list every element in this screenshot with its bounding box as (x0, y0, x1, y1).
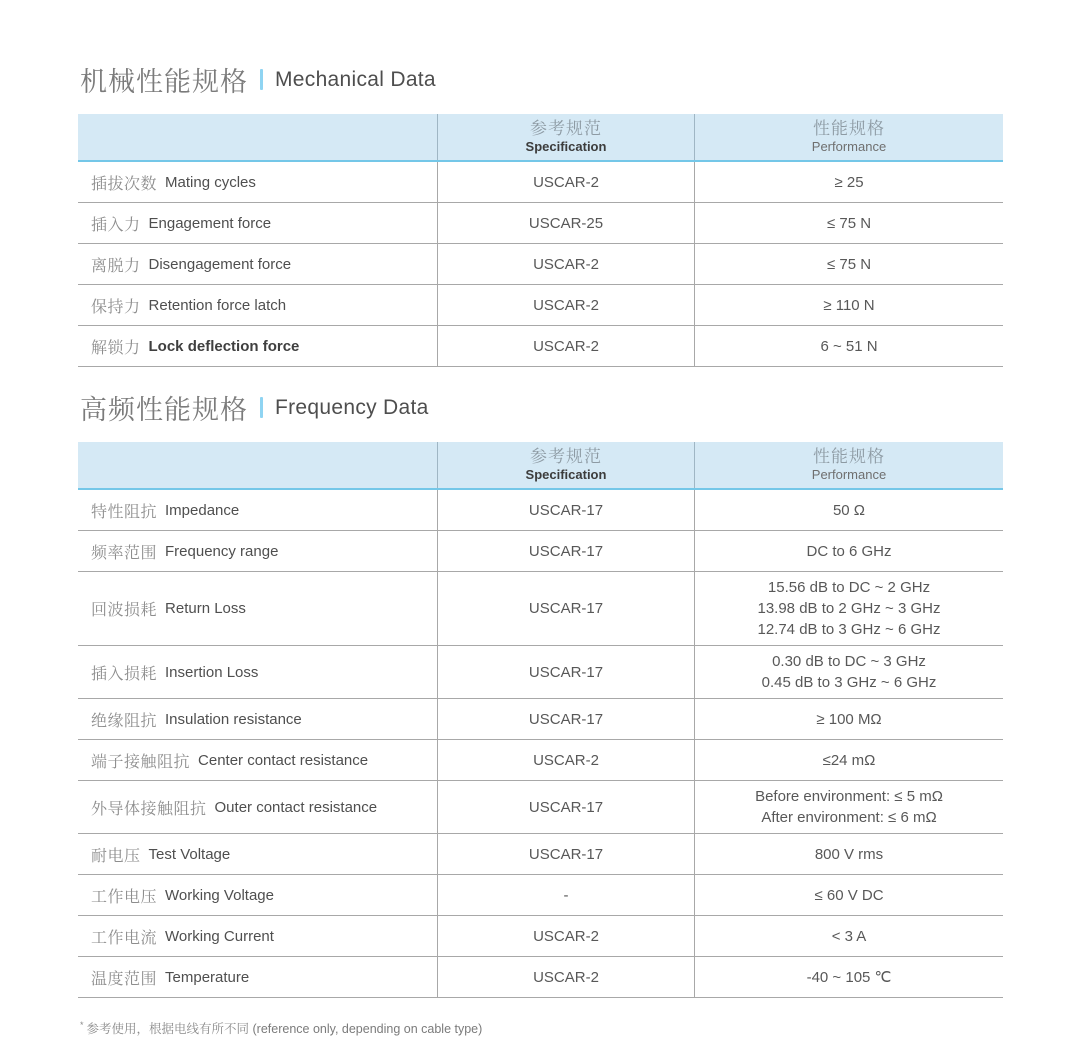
performance-cell (694, 326, 1003, 366)
header-performance-en: Performance (811, 467, 887, 482)
specification-value: USCAR-2 (533, 968, 599, 986)
item-label-cell (78, 490, 437, 530)
specification-value: USCAR-2 (533, 927, 599, 945)
item-label-cell (78, 699, 437, 739)
footnote-en: (reference only, depending on cable type) (252, 1022, 483, 1036)
item-label-en: Test Voltage (148, 845, 231, 863)
header-performance-zh: 性能规格 (813, 447, 885, 466)
specification-value: USCAR-17 (528, 542, 604, 560)
specification-value: USCAR-17 (528, 710, 604, 728)
item-label-en: Working Voltage (165, 886, 274, 904)
performance-value-line: 15.56 dB to DC ~ 2 GHz (767, 579, 931, 596)
item-label-cell (78, 781, 437, 833)
table-row (78, 162, 1003, 203)
performance-value-line: DC to 6 GHz (806, 542, 892, 560)
table-row (78, 699, 1003, 740)
performance-value-line: ≥ 100 MΩ (816, 710, 882, 728)
item-label-en: Impedance (165, 501, 240, 519)
item-label-cell (78, 646, 437, 698)
table-row (78, 531, 1003, 572)
specification-cell (437, 490, 694, 530)
item-label-en: Working Current (165, 927, 274, 945)
table-row (78, 572, 1003, 646)
section-title-en: Frequency Data (275, 395, 429, 419)
item-label-zh: 工作电流 (91, 929, 158, 947)
performance-value-line: ≥ 25 (834, 173, 864, 191)
table-row (78, 834, 1003, 875)
specification-cell (437, 285, 694, 325)
header-performance-zh: 性能规格 (813, 119, 885, 138)
section-mechanical (78, 60, 1003, 367)
item-label-cell (78, 834, 437, 874)
specification-cell (437, 834, 694, 874)
performance-value-line: ≤ 60 V DC (814, 886, 884, 904)
performance-cell (694, 916, 1003, 956)
item-label-cell (78, 244, 437, 284)
specification-value: USCAR-2 (533, 296, 599, 314)
table-row (78, 203, 1003, 244)
item-label-zh: 绝缘阻抗 (91, 712, 158, 730)
item-label-en: Insertion Loss (165, 663, 259, 681)
item-label-zh: 插入力 (91, 216, 141, 234)
table-row (78, 490, 1003, 531)
item-label-en: Temperature (165, 968, 250, 986)
footnote-marker: * (80, 1019, 84, 1030)
performance-cell (694, 531, 1003, 571)
specification-cell (437, 572, 694, 645)
item-label-cell (78, 326, 437, 366)
performance-value-line: After environment: ≤ 6 mΩ (761, 809, 937, 826)
table-header-row (78, 442, 1003, 490)
performance-value-line: 12.74 dB to 3 GHz ~ 6 GHz (757, 621, 941, 638)
table-row (78, 875, 1003, 916)
item-label-en: Retention force latch (148, 296, 287, 314)
table-row (78, 646, 1003, 699)
specification-value: USCAR-2 (533, 337, 599, 355)
specification-value: USCAR-25 (528, 214, 604, 232)
specification-cell (437, 162, 694, 202)
performance-value-line: 800 V rms (814, 845, 884, 863)
performance-value-line: Before environment: ≤ 5 mΩ (755, 788, 943, 805)
performance-value-line: ≥ 110 N (823, 296, 875, 314)
performance-value-line: ≤ 75 N (826, 255, 872, 273)
item-label-en: Disengagement force (148, 255, 292, 273)
specification-cell (437, 244, 694, 284)
specification-cell (437, 531, 694, 571)
item-label-cell (78, 875, 437, 915)
item-label-cell (78, 203, 437, 243)
performance-value-line: 0.45 dB to 3 GHz ~ 6 GHz (761, 674, 937, 691)
performance-value-line: ≤ 75 N (826, 214, 872, 232)
performance-cell (694, 699, 1003, 739)
header-specification-zh: 参考规范 (530, 447, 602, 466)
performance-value-line: 13.98 dB to 2 GHz ~ 3 GHz (757, 600, 941, 617)
item-label-zh: 离脱力 (91, 257, 141, 275)
specification-cell (437, 203, 694, 243)
item-label-en: Frequency range (165, 542, 279, 560)
specification-cell (437, 740, 694, 780)
performance-cell (694, 957, 1003, 997)
section-title-zh: 高频性能规格 (80, 395, 248, 425)
specification-value: USCAR-17 (528, 845, 604, 863)
specification-value: USCAR-2 (533, 173, 599, 191)
title-divider-bar (260, 69, 263, 90)
performance-value-line: 6 ~ 51 N (820, 337, 878, 355)
item-label-zh: 外导体接触阻抗 (91, 800, 207, 818)
item-label-cell (78, 916, 437, 956)
item-label-zh: 回波损耗 (91, 602, 158, 619)
item-label-zh: 温度范围 (91, 970, 158, 988)
item-label-zh: 插入损耗 (91, 665, 158, 683)
header-cell-specification (437, 442, 694, 488)
item-label-en: Return Loss (165, 600, 246, 617)
header-cell-performance (694, 114, 1003, 160)
performance-cell (694, 572, 1003, 645)
specification-value: USCAR-17 (528, 600, 604, 617)
performance-cell (694, 646, 1003, 698)
item-label-cell (78, 572, 437, 645)
spec-sheet (78, 60, 1003, 998)
item-label-zh: 特性阻抗 (91, 503, 158, 521)
section-frequency (78, 388, 1003, 998)
item-label-en: Lock deflection force (148, 337, 300, 355)
specification-cell (437, 326, 694, 366)
specification-cell (437, 957, 694, 997)
header-specification-en: Specification (525, 467, 607, 482)
table-row (78, 285, 1003, 326)
specification-value: - (563, 886, 569, 904)
table-row (78, 781, 1003, 834)
item-label-cell (78, 957, 437, 997)
performance-cell (694, 740, 1003, 780)
specification-cell (437, 875, 694, 915)
specification-cell (437, 916, 694, 956)
section-title-zh: 机械性能规格 (80, 67, 248, 97)
table-row (78, 957, 1003, 998)
item-label-en: Engagement force (148, 214, 272, 232)
item-label-zh: 端子接触阻抗 (91, 753, 191, 771)
header-cell-item (78, 442, 437, 488)
item-label-en: Mating cycles (165, 173, 256, 191)
item-label-zh: 工作电压 (91, 888, 158, 906)
performance-value-line: 50 Ω (832, 501, 866, 519)
performance-cell (694, 875, 1003, 915)
title-divider-bar (260, 397, 263, 418)
performance-value-line: 0.30 dB to DC ~ 3 GHz (772, 653, 926, 670)
header-cell-item (78, 114, 437, 160)
header-specification-zh: 参考规范 (530, 119, 602, 138)
header-specification-en: Specification (525, 139, 607, 154)
performance-cell (694, 244, 1003, 284)
section-title (80, 60, 1001, 99)
performance-cell (694, 203, 1003, 243)
item-label-en: Center contact resistance (198, 751, 369, 769)
item-label-en: Insulation resistance (165, 710, 302, 728)
spec-table-frequency (78, 442, 1003, 998)
specification-value: USCAR-17 (528, 663, 604, 681)
table-row (78, 740, 1003, 781)
item-label-en: Outer contact resistance (214, 798, 378, 816)
table-row (78, 916, 1003, 957)
item-label-zh: 解锁力 (91, 339, 141, 357)
section-title-en: Mechanical Data (275, 67, 436, 91)
item-label-cell (78, 531, 437, 571)
performance-value-line: ≤24 mΩ (822, 751, 876, 769)
specification-cell (437, 699, 694, 739)
performance-cell (694, 781, 1003, 833)
specification-value: USCAR-2 (533, 255, 599, 273)
performance-cell (694, 834, 1003, 874)
specification-value: USCAR-2 (533, 751, 599, 769)
performance-cell (694, 490, 1003, 530)
header-cell-performance (694, 442, 1003, 488)
specification-cell (437, 646, 694, 698)
specification-cell (437, 781, 694, 833)
item-label-zh: 频率范围 (91, 544, 158, 562)
header-performance-en: Performance (811, 139, 887, 154)
table-row (78, 244, 1003, 285)
spec-table-mechanical (78, 114, 1003, 367)
specification-value: USCAR-17 (528, 798, 604, 816)
footnote (78, 1019, 1003, 1037)
performance-value-line: < 3 A (831, 927, 867, 945)
performance-cell (694, 285, 1003, 325)
table-row (78, 326, 1003, 367)
item-label-zh: 耐电压 (91, 847, 141, 865)
section-title (80, 388, 1001, 427)
performance-cell (694, 162, 1003, 202)
item-label-zh: 保持力 (91, 298, 141, 316)
header-cell-specification (437, 114, 694, 160)
item-label-cell (78, 740, 437, 780)
footnote-zh: 参考使用，根据电线有所不同 (86, 1022, 250, 1036)
specification-value: USCAR-17 (528, 501, 604, 519)
table-header-row (78, 114, 1003, 162)
performance-value-line: -40 ~ 105 ℃ (806, 968, 892, 986)
item-label-cell (78, 162, 437, 202)
item-label-cell (78, 285, 437, 325)
item-label-zh: 插拔次数 (91, 175, 158, 193)
